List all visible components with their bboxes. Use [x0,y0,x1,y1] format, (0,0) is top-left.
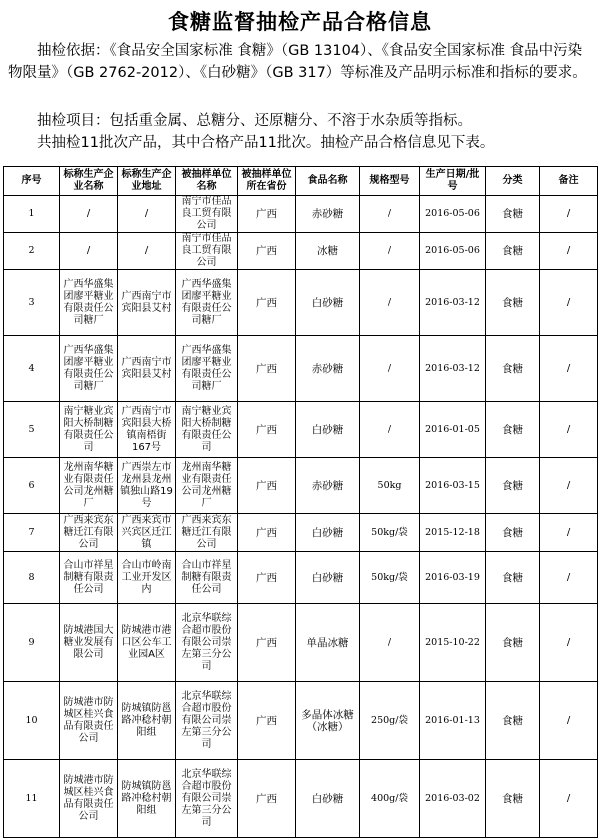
col-header-sampled-unit: 被抽样单位名称 [176,167,238,196]
cell-remarks: / [540,233,598,270]
cell-category: 食糖 [486,336,540,402]
cell-date-batch: 2016-05-06 [420,196,486,233]
table-row [4,552,598,604]
table-row [4,760,598,838]
cell-manufacturer: 防城港市防城区桂兴食品有限责任公司 [60,682,118,760]
table-row [4,196,598,233]
cell-date-batch: 2016-05-06 [420,233,486,270]
cell-food-name: 单晶冰糖 [296,604,360,682]
cell-manufacturer: 南宁糖业宾阳大桥制糖有限责任公司 [60,402,118,458]
cell-category: 食糖 [486,514,540,552]
cell-category: 食糖 [486,270,540,336]
cell-province: 广西 [238,402,296,458]
table-row [4,336,598,402]
cell-index: 3 [4,270,60,336]
cell-manufacturer: 合山市祥星制糖有限责任公司 [60,552,118,604]
cell-spec: 50kg [360,458,420,514]
col-header-food-name: 食品名称 [296,167,360,196]
col-header-date-batch: 生产日期/批号 [420,167,486,196]
cell-sampled-unit: 广西来宾东糖迁江有限公司 [176,514,238,552]
table-row [4,270,598,336]
cell-sampled-unit: 南宁市佳品良工贸有限公司 [176,233,238,270]
table-row [4,402,598,458]
cell-category: 食糖 [486,552,540,604]
col-header-spec: 规格型号 [360,167,420,196]
cell-manufacturer-address: / [118,233,176,270]
cell-manufacturer: / [60,196,118,233]
cell-manufacturer-address: 广西来宾市兴宾区迁江镇 [118,514,176,552]
cell-index: 5 [4,402,60,458]
cell-sampled-unit: 北京华联综合超市股份有限公司崇左第三分公司 [176,760,238,838]
cell-manufacturer: / [60,233,118,270]
cell-date-batch: 2016-03-19 [420,552,486,604]
cell-spec: 50kg/袋 [360,552,420,604]
cell-remarks: / [540,760,598,838]
cell-spec: / [360,336,420,402]
cell-remarks: / [540,336,598,402]
cell-manufacturer: 广西华盛集团廖平糖业有限责任公司糖厂 [60,270,118,336]
cell-food-name: 赤砂糖 [296,336,360,402]
cell-category: 食糖 [486,196,540,233]
cell-food-name: 赤砂糖 [296,196,360,233]
cell-province: 广西 [238,760,296,838]
cell-remarks: / [540,196,598,233]
cell-manufacturer-address: 广西南宁市宾阳县大桥镇南梧街167号 [118,402,176,458]
inspection-summary: 共抽检11批次产品，其中合格产品11批次。抽检产品合格信息见下表。 [37,135,495,151]
cell-food-name: 白砂糖 [296,760,360,838]
cell-index: 11 [4,760,60,838]
cell-province: 广西 [238,270,296,336]
cell-index: 10 [4,682,60,760]
cell-manufacturer-address: / [118,196,176,233]
cell-manufacturer-address: 防城镇防邕路冲稔村朝阳组 [118,682,176,760]
col-header-category: 分类 [486,167,540,196]
cell-spec: 50kg/袋 [360,514,420,552]
cell-province: 广西 [238,233,296,270]
cell-sampled-unit: 广西华盛集团廖平糖业有限责任公司糖厂 [176,270,238,336]
cell-category: 食糖 [486,760,540,838]
col-header-province: 被抽样单位所在省份 [238,167,296,196]
cell-food-name: 冰糖 [296,233,360,270]
document-title: 食糖监督抽检产品合格信息 [168,10,432,34]
table-row [4,514,598,552]
cell-manufacturer-address: 广西南宁市宾阳县艾村 [118,336,176,402]
cell-sampled-unit: 龙州南华糖业有限责任公司龙州糖厂 [176,458,238,514]
cell-category: 食糖 [486,402,540,458]
cell-remarks: / [540,682,598,760]
cell-manufacturer: 防城港市防城区桂兴食品有限责任公司 [60,760,118,838]
cell-sampled-unit: 北京华联综合超市股份有限公司崇左第三分公司 [176,682,238,760]
cell-food-name: 白砂糖 [296,402,360,458]
cell-food-name: 白砂糖 [296,552,360,604]
cell-remarks: / [540,402,598,458]
cell-index: 4 [4,336,60,402]
cell-date-batch: 2016-03-12 [420,336,486,402]
cell-manufacturer: 防城港国大糖业发展有限公司 [60,604,118,682]
cell-date-batch: 2016-01-05 [420,402,486,458]
cell-food-name: 多晶体冰糖（冰糖） [296,682,360,760]
cell-index: 9 [4,604,60,682]
cell-remarks: / [540,458,598,514]
cell-sampled-unit: 北京华联综合超市股份有限公司崇左第三分公司 [176,604,238,682]
cell-spec: 400g/袋 [360,760,420,838]
cell-province: 广西 [238,552,296,604]
inspection-basis: 抽检依据：《食品安全国家标准 食糖》（GB 13104）、《食品安全国家标准 食品中污染物限量》（GB 2762-2012）、《白砂糖》（GB 317）等标准及产品明示标准和指标的要求。 [8,43,587,81]
cell-manufacturer: 广西来宾东糖迁江有限公司 [60,514,118,552]
table-row [4,604,598,682]
cell-spec: / [360,402,420,458]
cell-sampled-unit: 合山市祥星制糖有限责任公司 [176,552,238,604]
table-row [4,682,598,760]
col-header-remarks: 备注 [540,167,598,196]
cell-province: 广西 [238,196,296,233]
table-header-row [4,167,598,196]
cell-date-batch: 2016-03-12 [420,270,486,336]
cell-food-name: 白砂糖 [296,270,360,336]
cell-province: 广西 [238,682,296,760]
cell-manufacturer-address: 广西南宁市宾阳县艾村 [118,270,176,336]
cell-manufacturer-address: 合山市岭南工业开发区内 [118,552,176,604]
cell-date-batch: 2015-10-22 [420,604,486,682]
cell-manufacturer-address: 广西崇左市龙州县龙州镇独山路19号 [118,458,176,514]
cell-date-batch: 2016-01-13 [420,682,486,760]
cell-date-batch: 2016-03-02 [420,760,486,838]
cell-spec: 250g/袋 [360,682,420,760]
cell-remarks: / [540,552,598,604]
cell-spec: / [360,604,420,682]
cell-index: 1 [4,196,60,233]
cell-spec: / [360,270,420,336]
cell-province: 广西 [238,604,296,682]
cell-category: 食糖 [486,458,540,514]
cell-remarks: / [540,514,598,552]
col-header-manufacturer-address: 标称生产企业地址 [118,167,176,196]
cell-remarks: / [540,604,598,682]
cell-date-batch: 2015-12-18 [420,514,486,552]
cell-sampled-unit: 广西华盛集团廖平糖业有限责任公司糖厂 [176,336,238,402]
cell-manufacturer-address: 防城港市港口区公车工业园A区 [118,604,176,682]
col-header-index: 序号 [4,167,60,196]
cell-sampled-unit: 南宁市佳品良工贸有限公司 [176,196,238,233]
cell-spec: / [360,233,420,270]
cell-food-name: 白砂糖 [296,514,360,552]
cell-spec: / [360,196,420,233]
inspection-items: 抽检项目：包括重金属、总糖分、还原糖分、不溶于水杂质等指标。 [37,113,472,129]
cell-manufacturer: 广西华盛集团廖平糖业有限责任公司糖厂 [60,336,118,402]
cell-remarks: / [540,270,598,336]
cell-province: 广西 [238,336,296,402]
cell-category: 食糖 [486,233,540,270]
results-table [3,166,598,838]
cell-index: 7 [4,514,60,552]
cell-food-name: 赤砂糖 [296,458,360,514]
cell-index: 6 [4,458,60,514]
cell-sampled-unit: 南宁糖业宾阳大桥制糖有限责任公司 [176,402,238,458]
cell-province: 广西 [238,514,296,552]
cell-index: 2 [4,233,60,270]
cell-manufacturer: 龙州南华糖业有限责任公司龙州糖厂 [60,458,118,514]
table-row [4,458,598,514]
cell-index: 8 [4,552,60,604]
col-header-manufacturer: 标称生产企业名称 [60,167,118,196]
cell-date-batch: 2016-03-15 [420,458,486,514]
cell-category: 食糖 [486,682,540,760]
cell-manufacturer-address: 防城镇防邕路冲稔村朝阳组 [118,760,176,838]
cell-province: 广西 [238,458,296,514]
cell-category: 食糖 [486,604,540,682]
table-row [4,233,598,270]
